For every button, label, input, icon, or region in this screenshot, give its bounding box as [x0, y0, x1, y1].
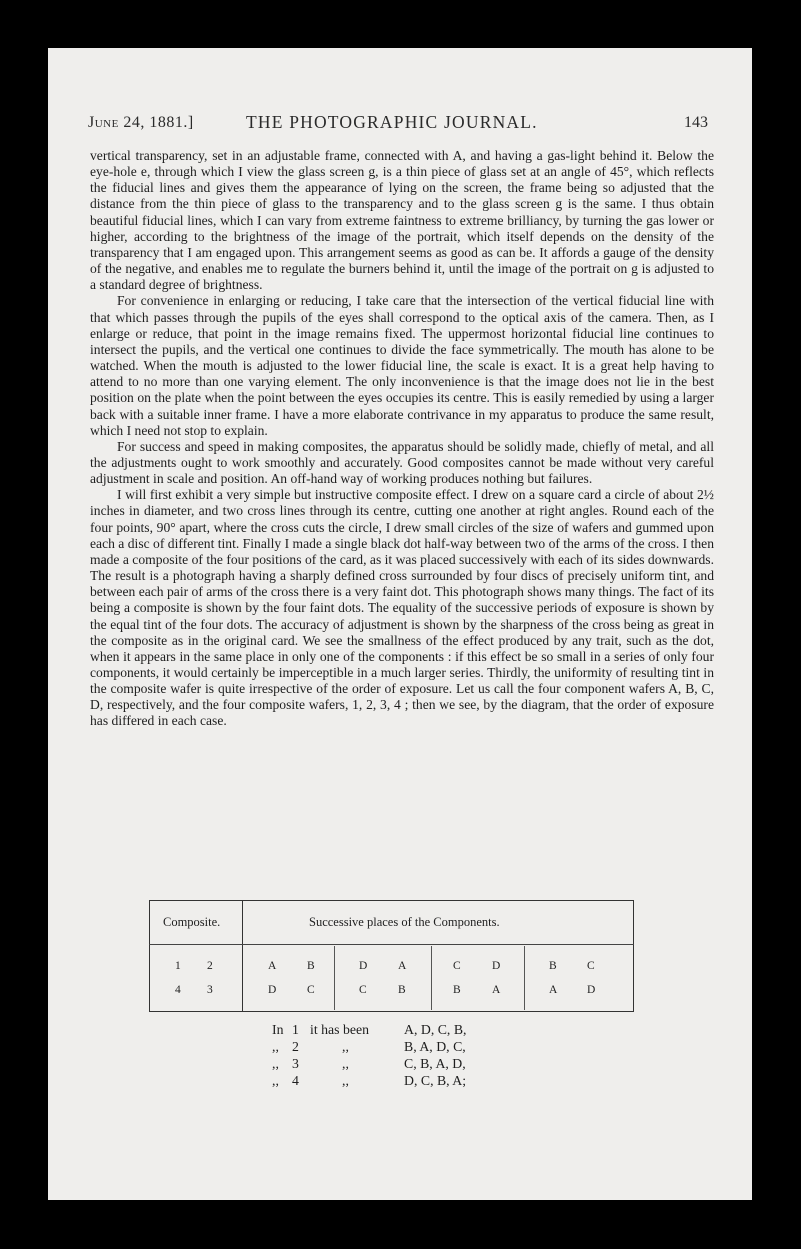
seq-order: D, C, B, A; [404, 1073, 467, 1088]
table-header-rule [149, 944, 634, 945]
group-separator [431, 946, 432, 1010]
group-2-bottom-a: C [359, 984, 368, 996]
group-1-bottom-a: D [268, 984, 278, 996]
seq-number: 1 [292, 1022, 299, 1037]
running-header [88, 114, 708, 134]
header-composite: Composite. [163, 915, 221, 929]
group-1-top-b: B [307, 960, 316, 972]
seq-phrase: ,, [342, 1039, 349, 1054]
journal-title: THE PHOTOGRAPHIC JOURNAL. [246, 112, 538, 132]
group-2-top-b: A [398, 960, 408, 972]
group-3-bottom-a: B [453, 984, 462, 996]
seq-prefix: ,, [272, 1056, 279, 1071]
seq-number: 3 [292, 1056, 299, 1071]
seq-prefix: ,, [272, 1073, 279, 1088]
header-successive-places: Successive places of the Components. [309, 915, 500, 929]
seq-phrase: it has been [310, 1022, 370, 1037]
seq-order: C, B, A, D, [404, 1056, 466, 1071]
group-separator [334, 946, 335, 1010]
group-separator [524, 946, 525, 1010]
seq-prefix: In [272, 1022, 284, 1037]
paragraph-1: vertical transparency, set in an adjustable frame, connected with A, and having a gas-light behind it. Below the eye-hole e, through which I view the glass screen g, is a thin piece of glass set at an angle of 45°, which reflects the fiducial lines and gives them the appearance of lying on the screen, the frame being so adjusted that the distance from the thin piece of glass to the transparency and to the glass screen g is the same. I thus obtain beautiful fiducial lines, which I can vary from extreme faintness to extreme brilliancy, by turning the gas lower or higher, according to the brightness of the image of the portrait, which itself depends on the density of the transparency that I am engaged upon. This arrangement seems as good as can be. It affords a gauge of the density of the negative, and enables me to regulate the burners behind it, until the image of the portrait on g is adjusted to a standard degree of brightness. [90, 148, 714, 293]
group-3-bottom-b: A [492, 984, 502, 996]
seq-number: 2 [292, 1039, 299, 1054]
article-body [90, 148, 714, 730]
group-4-top-b: C [587, 960, 596, 972]
seq-phrase: ,, [342, 1073, 349, 1088]
group-2-top-a: D [359, 960, 369, 972]
composite-1: 1 [175, 960, 182, 972]
composite-2: 2 [207, 960, 214, 972]
journal-page [48, 48, 752, 1200]
group-3-top-b: D [492, 960, 502, 972]
group-4-top-a: B [549, 960, 558, 972]
group-1-top-a: A [268, 960, 278, 972]
group-4-bottom-b: D [587, 984, 597, 996]
composite-3: 3 [207, 984, 214, 996]
seq-order: A, D, C, B, [404, 1022, 467, 1037]
exposure-order-table [149, 900, 634, 1012]
page-number: 143 [684, 114, 708, 131]
group-1-bottom-b: C [307, 984, 316, 996]
paragraph-3: For success and speed in making composites, the apparatus should be solidly made, chiefly of metal, and all the adjustments ought to work smoothly and accurately. Good composites cannot be made without very careful adjustment in scale and position. An off-hand way of working produces nothing but failures. [90, 438, 714, 487]
header-date: June 24, 1881.] [88, 114, 194, 131]
composite-4: 4 [175, 984, 182, 996]
seq-prefix: ,, [272, 1039, 279, 1054]
group-4-bottom-a: A [549, 984, 559, 996]
seq-number: 4 [292, 1073, 299, 1088]
group-2-bottom-b: B [398, 984, 407, 996]
table-column-divider [242, 900, 243, 1012]
seq-order: B, A, D, C, [404, 1039, 466, 1054]
seq-phrase: ,, [342, 1056, 349, 1071]
paragraph-4: I will first exhibit a very simple but instructive composite effect. I drew on a square card a circle of about 2½ inches in diameter, and two cross lines through its centre, cutting one another at right angles. Round each of the four points, 90° apart, where the cross cuts the circle, I drew small circles of the size of wafers and gummed upon each a disc of different tint. Finally I made a single black dot half-way between two of the arms of the cross. I then made a composite of the four positions of the card, as it was placed successively with each of its sides downwards. The result is a photograph having a sharply defined cross surrounded by four discs of precisely uniform tint, and between each pair of arms of the cross there is a very faint dot. This photograph shows many things. The fact of its being a composite is shown by the four faint dots. The equality of the successive periods of exposure is shown by the equal tint of the four dots. The accuracy of adjustment is shown by the sharpness of the cross being as great in the composite as in the original card. We see the smallness of the effect produced by any trait, such as the dot, when it appears in the same place in only one of the components : if this effect be so small in a series of only four components, it would certainly be imperceptible in a much larger series. Thirdly, the uniformity of resulting tint in the composite wafer is quite irrespective of the order of exposure. Let us call the four component wafers A, B, C, D, respectively, and the four composite wafers, 1, 2, 3, 4 ; then we see, by the diagram, that the order of exposure has differed in each case. [90, 487, 714, 729]
paragraph-2: For convenience in enlarging or reducing, I take care that the intersection of the vertical fiducial line with that which passes through the pupils of the eyes shall correspond to the optical axis of the camera. Then, as I enlarge or reduce, that point in the image remains fixed. The uppermost horizontal fiducial line continues to intersect the pupils, and the vertical one continues to divide the face symmetrically. The mouth has alone to be watched. When the mouth is adjusted to the lower fiducial line, the scale is exact. It is a great help having to attend to no more than one varying element. The only inconvenience is that the image does not lie in the best position on the plate when the point between the eyes occupies its centre. This is easily remedied by using a larger back with a suitable inner frame. I have a more elaborate contrivance in my apparatus to produce the same result, which I need not stop to explain. [90, 293, 714, 438]
group-3-top-a: C [453, 960, 462, 972]
